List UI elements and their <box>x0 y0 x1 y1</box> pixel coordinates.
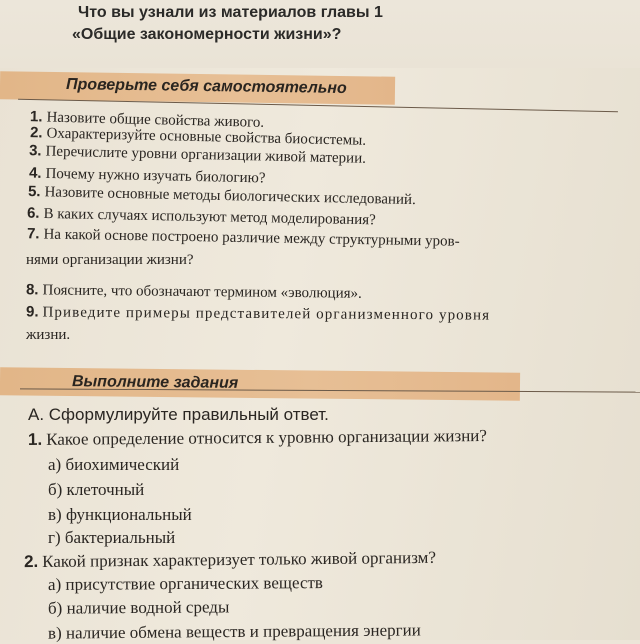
question-8: 8. Поясните, что обозначают термином «эволюция». <box>25 281 362 302</box>
self-check-title: Проверьте себя самостоятельно <box>65 76 347 97</box>
task-question-2: 2. Какой признак характеризует только живой организм? <box>23 547 437 572</box>
question-9: 9. Приведите примеры представителей организменного уровня <box>25 303 491 324</box>
question-7: 7. На какой основе построено различие между структурными уров- <box>26 225 460 250</box>
part-a-heading: А. Сформулируйте правильный ответ. <box>28 405 329 424</box>
task1-option-d: г) бактериальный <box>48 528 176 547</box>
task-question-1: 1. Какое определение относится к уровню организации жизни? <box>27 425 487 450</box>
chapter-summary-line2: «Общие закономерности жизни»? <box>72 26 342 43</box>
chapter-summary-line1: Что вы узнали из материалов главы 1 <box>78 4 383 21</box>
task1-option-c: в) функциональный <box>48 505 192 524</box>
question-4: 4. Почему нужно изучать биологию? <box>28 164 266 187</box>
tasks-title: Выполните задания <box>71 373 239 392</box>
task2-option-b: б) наличие водной среды <box>47 597 230 618</box>
question-1: 1. Назовите общие свойства живого. <box>29 108 265 131</box>
question-9-continuation: жизни. <box>26 327 71 343</box>
question-2: 2. Охарактеризуйте основные свойства биосистемы. <box>29 124 367 149</box>
task2-option-c: в) наличие обмена веществ и превращения энергии <box>47 620 421 643</box>
task1-option-b: б) клеточный <box>48 480 145 499</box>
task2-option-a: а) присутствие органических веществ <box>47 573 323 594</box>
question-3: 3. Перечислите уровни организации живой материи. <box>28 142 367 167</box>
task1-option-a: а) биохимический <box>48 455 180 474</box>
question-7-continuation: нями организации жизни? <box>26 252 194 268</box>
question-6: 6. В каких случаях используют метод моделирования? <box>26 204 376 229</box>
question-5: 5. Назовите основные методы биологических исследований. <box>27 182 416 209</box>
